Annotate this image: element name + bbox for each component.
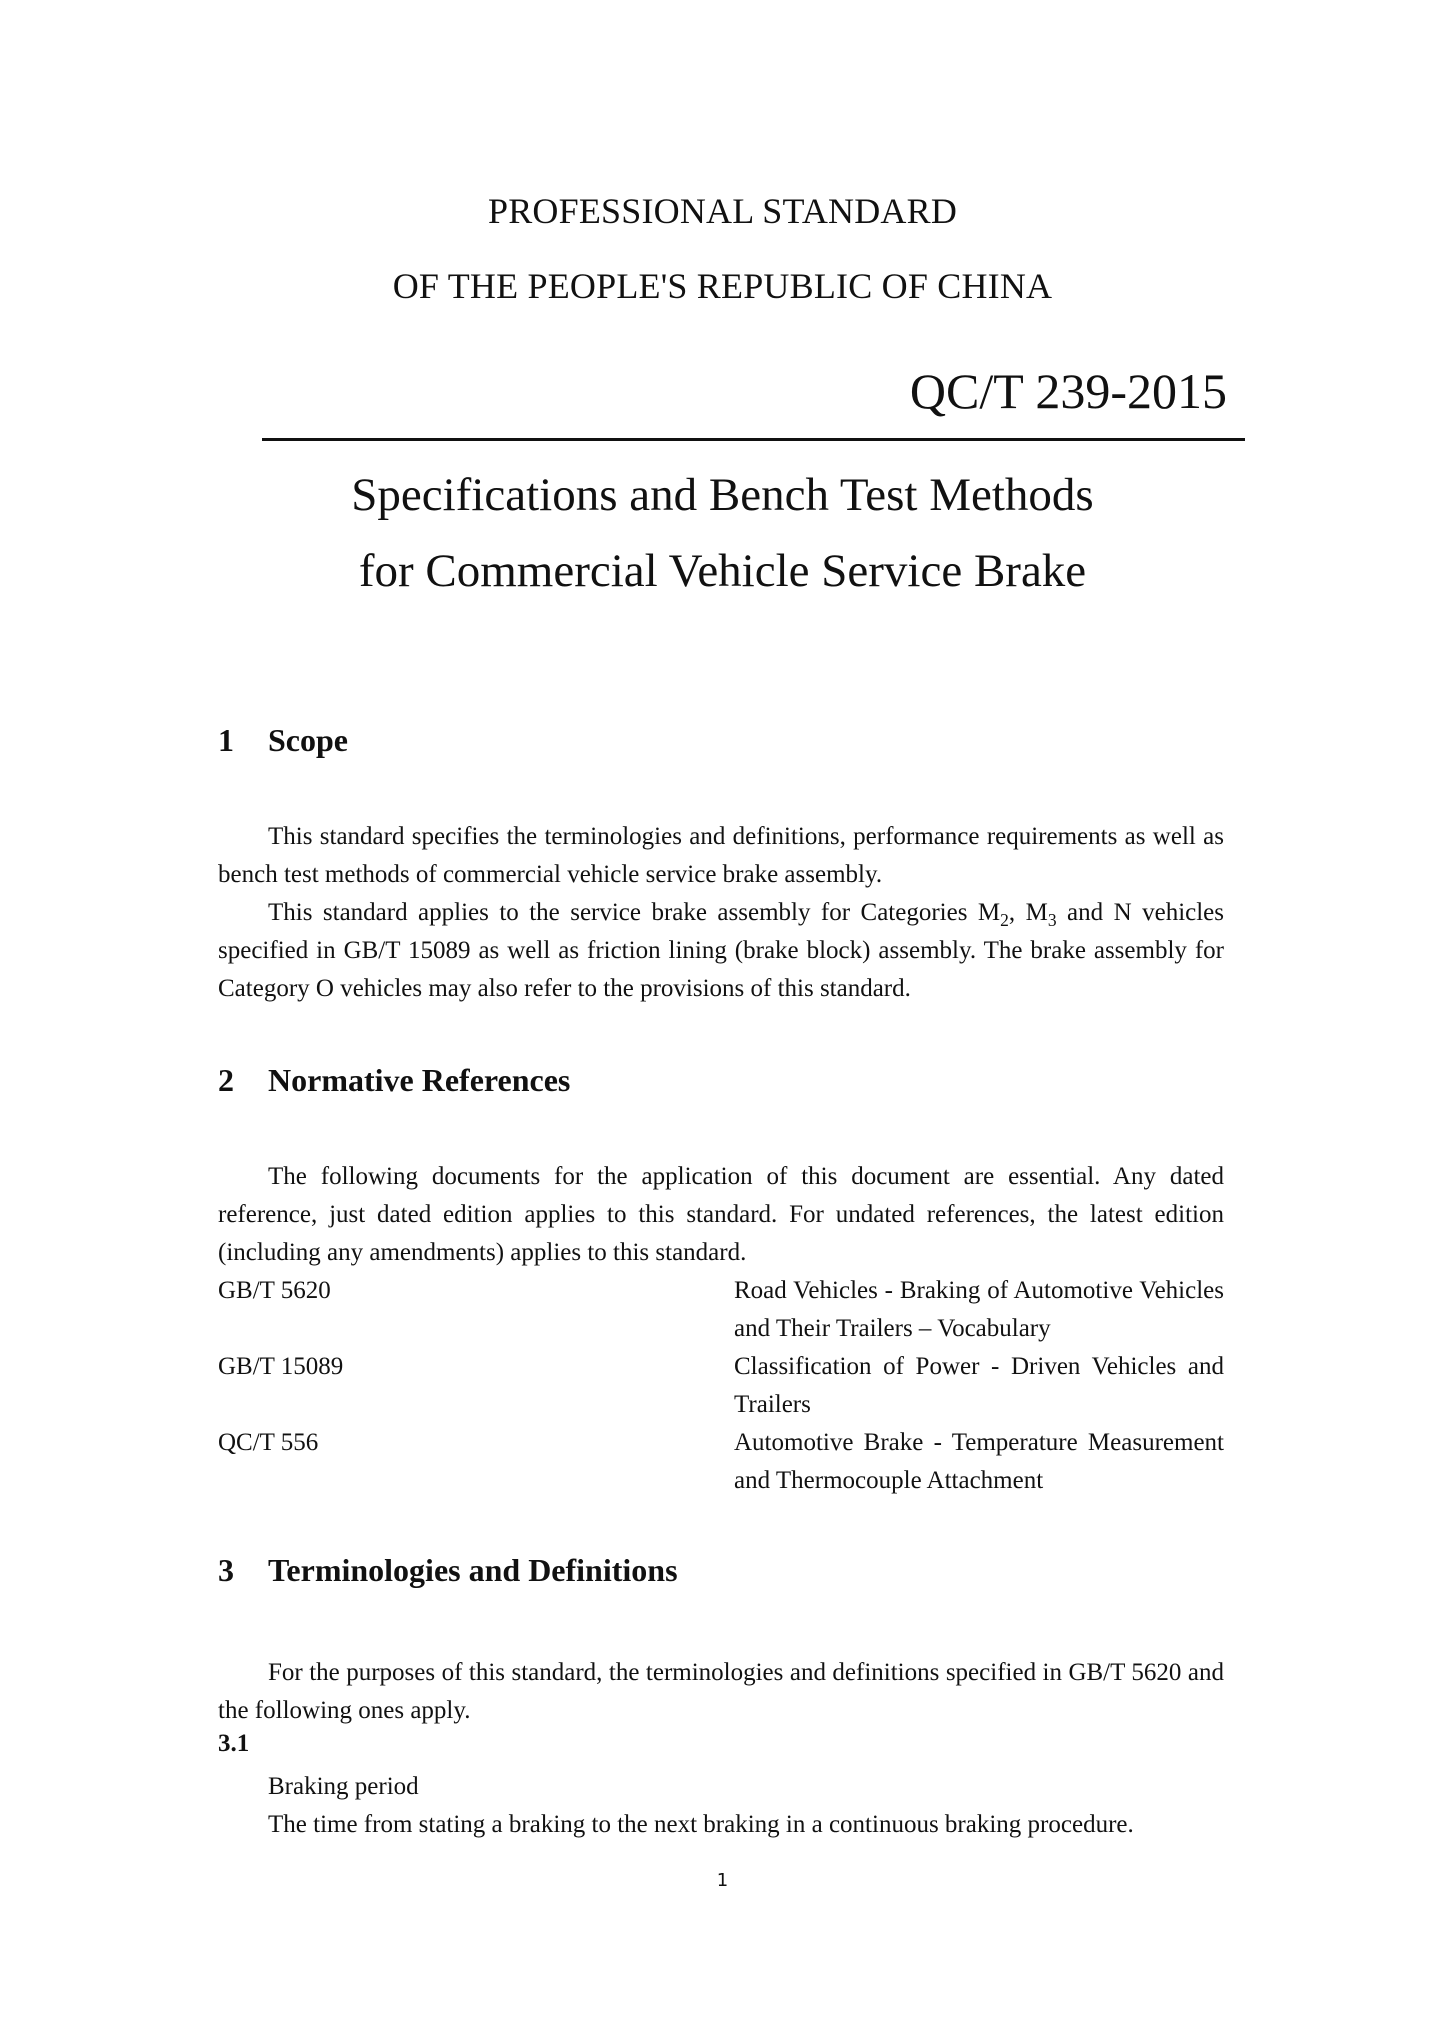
header-line-2: OF THE PEOPLE'S REPUBLIC OF CHINA	[392, 266, 1053, 306]
scope-p2-sub-2: 3	[1047, 910, 1057, 930]
document-title-line-1: Specifications and Bench Test Methods	[351, 469, 1094, 521]
scope-p2-sub-1: 2	[1000, 910, 1009, 930]
header-rule	[262, 438, 1245, 441]
section-1-number: 1	[218, 722, 234, 758]
section-1-title: Scope	[268, 722, 348, 758]
reference-title: Classification of Power - Driven Vehicles and Trailers	[734, 1353, 1224, 1418]
section-3-number: 3	[218, 1552, 234, 1588]
terms-intro: For the purposes of this standard, the terminologies and definitions specified in GB/T 5620 and the following ones apply.	[218, 1659, 1224, 1724]
header-line-1: PROFESSIONAL STANDARD	[487, 191, 958, 231]
scope-paragraph-1: This standard specifies the terminologies and definitions, performance requirements as well as bench test methods of commercial vehicle service brake assembly.	[218, 823, 1224, 888]
section-1-heading	[218, 722, 348, 759]
standard-code: QC/T 239-2015	[909, 363, 1227, 419]
document-title-line-2: for Commercial Vehicle Service Brake	[358, 545, 1087, 597]
reference-title: Automotive Brake - Temperature Measurement and Thermocouple Attachment	[734, 1429, 1224, 1494]
page-number: 1	[716, 1870, 729, 1891]
reference-code: QC/T 556	[218, 1429, 319, 1456]
scope-p2-text-3: and N vehicles specified in GB/T 15089 as well as friction lining (brake block) assembly. The brake assembly for Category O vehicles may also refer to the provisions of this standard.	[218, 899, 1225, 1002]
scope-paragraph-2	[218, 894, 1224, 1008]
reference-code: GB/T 15089	[218, 1353, 344, 1380]
reference-title: Road Vehicles - Braking of Automotive Vehicles and Their Trailers – Vocabulary	[734, 1277, 1224, 1342]
term-name: Braking period	[268, 1773, 419, 1800]
scope-p2-text-1: This standard applies to the service brake assembly for Categories M	[268, 899, 1001, 926]
term-definition: The time from stating a braking to the next braking in a continuous braking procedure.	[268, 1811, 1134, 1838]
references-intro: The following documents for the application of this document are essential. Any dated reference, just dated edition applies to this standard. For undated references, the latest edition (including any amendments) applies to this standard.	[218, 1163, 1224, 1266]
reference-code: GB/T 5620	[218, 1277, 331, 1304]
section-2-number: 2	[218, 1062, 234, 1098]
section-3-heading	[218, 1552, 678, 1589]
section-3-title: Terminologies and Definitions	[268, 1552, 678, 1588]
term-number: 3.1	[218, 1730, 250, 1757]
scope-p2-text-2: , M	[1008, 899, 1048, 926]
section-2-heading	[218, 1062, 570, 1099]
section-2-title: Normative References	[268, 1062, 571, 1098]
